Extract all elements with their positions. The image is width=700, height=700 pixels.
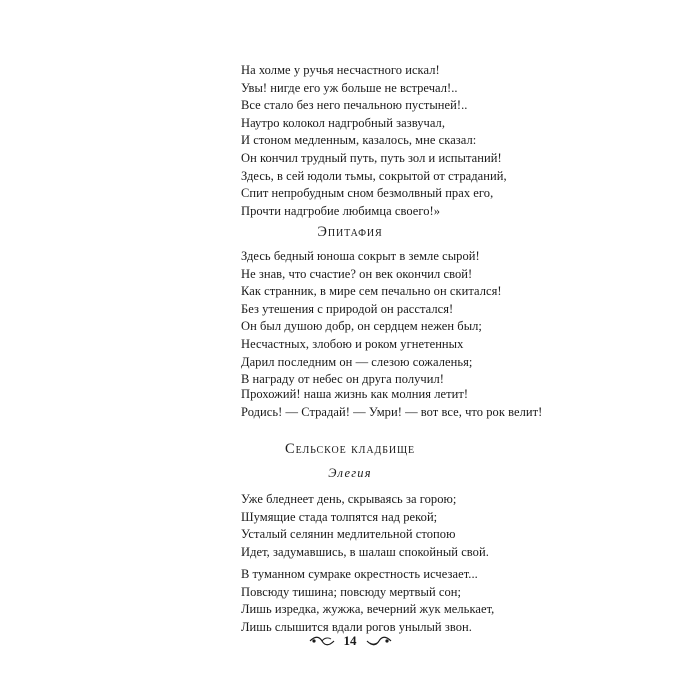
verse-line: Он кончил трудный путь, путь зол и испытаний! [241,150,502,165]
verse-line: Здесь бедный юноша сокрыт в земле сырой! [241,249,480,263]
elegy-stanza-2 [241,566,494,636]
verse-line: Повсюду тишина; повсюду мертвый сон; [241,584,462,599]
verse-line: Увы! нигде его уж больше не встречал!.. [241,80,458,95]
verse-line: В туманном сумраке окрестность исчезает... [241,567,478,581]
poem-ending-stanza [241,62,507,220]
verse-line: Дарил последним он — слезою сожаленья; [241,354,473,369]
verse-line: Он был душою добр, он сердцем нежен был; [241,319,482,334]
verse-line: Лишь изредка, жужжа, вечерний жук мелькает, [241,602,495,617]
ornament-right-icon [366,635,392,647]
verse-line: Прохожий! наша жизнь как молния летит! [241,387,469,401]
verse-line: На холме у ручья несчастного искал! [241,63,440,77]
page-footer [0,633,700,649]
verse-line: Уже бледнеет день, скрываясь за горою; [241,492,457,506]
epitaph-stanza-2 [241,386,542,421]
verse-line: Без утешения с природой он расстался! [241,301,454,316]
rural-cemetery-title: Сельское кладбище [285,441,415,457]
verse-line: Здесь, в сей юдоли тьмы, сокрытой от страданий, [241,168,507,183]
verse-line: Не знав, что счастие? он век окончил свой! [241,266,473,281]
verse-line: В награду от небес он друга получил! [241,372,444,387]
verse-line: Усталый селянин медлительной стопою [241,527,456,542]
elegy-stanza-1 [241,491,489,561]
verse-line: Прочти надгробие любимца своего!» [241,203,441,218]
verse-line: Идет, задумавшись, в шалаш спокойный свой. [241,544,489,559]
verse-line: Лишь слышится вдали рогов унылый звон. [241,619,472,634]
ornament-left-icon [309,635,335,647]
verse-line: Несчастных, злобою и роком угнетенных [241,336,464,351]
verse-line: И стоном медленным, казалось, мне сказал: [241,133,477,148]
verse-line: Шумящие стада толпятся над рекой; [241,509,438,524]
verse-line: Все стало без него печальною пустыней!.. [241,98,468,113]
verse-line: Родись! — Страдай! — Умри! — вот все, что рок велит! [241,404,543,419]
epitaph-stanza-1 [241,248,502,389]
verse-line: Наутро колокол надгробный зазвучал, [241,115,446,130]
elegy-subtitle: Элегия [328,466,372,480]
epitaph-title: Эпитафия [317,224,383,240]
verse-line: Как странник, в мире сем печально он скитался! [241,284,502,299]
verse-line: Спит непробудным сном безмолвный прах его, [241,186,494,201]
page-number: 14 [343,633,357,648]
